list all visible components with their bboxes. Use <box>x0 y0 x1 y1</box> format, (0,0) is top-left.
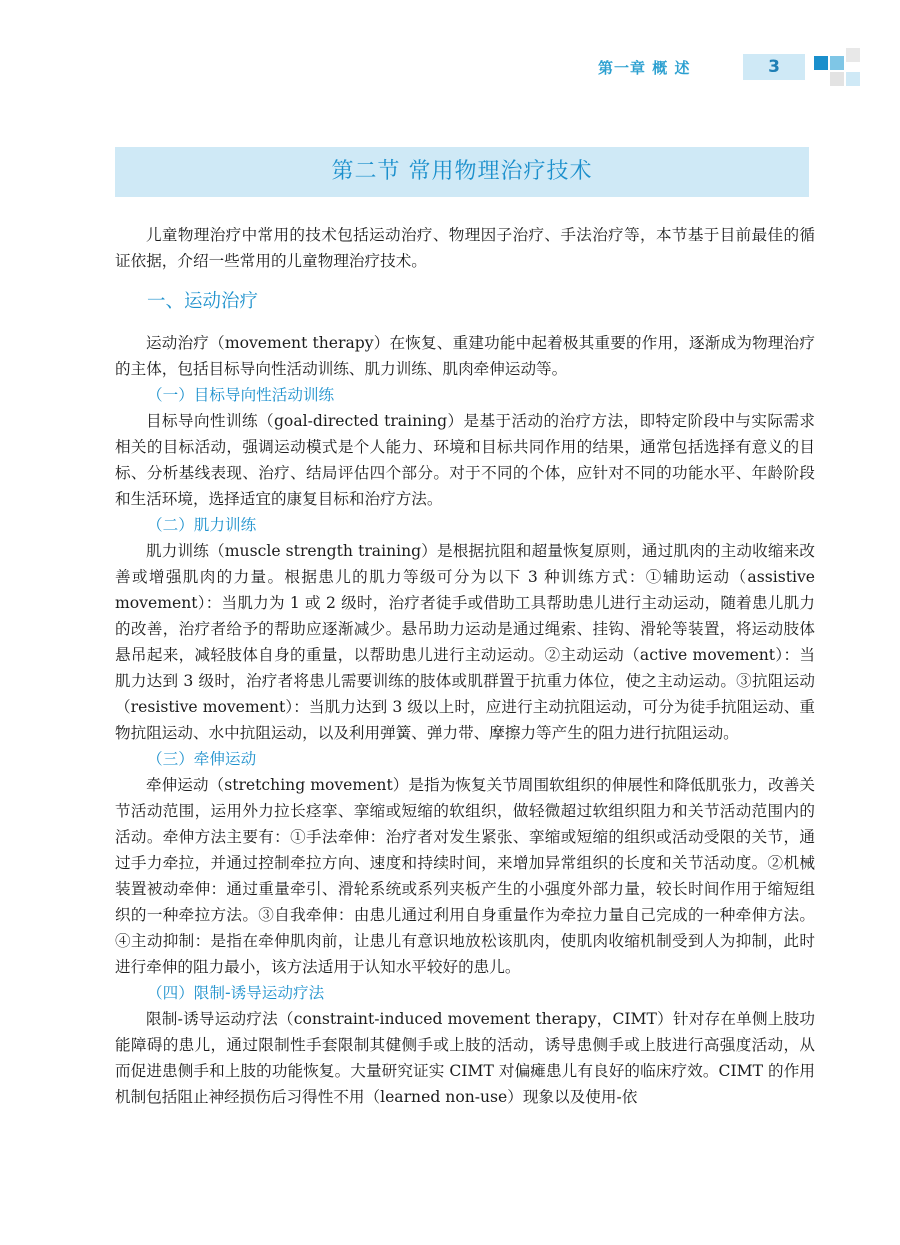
strength-training-paragraph: 肌力训练（muscle strength training）是根据抗阻和超量恢复原则，通过肌肉的主动收缩来改善或增强肌肉的力量。根据患儿的肌力等级可分为以下 3 种训练方式：①辅助运动（assistive movement）：当肌力为 1 或 2 级时，治疗者徒手或借助工具帮助患儿进行主动运动，随着患儿肌力的改善，治疗者给予的帮助应逐渐减少。悬吊助力运动是通过绳索、挂钩、滑轮等装置，将运动肢体悬吊起来，减轻肢体自身的重量，以帮助患儿进行主动运动。②主动运动（active movement）：当肌力达到 3 级时，治疗者将患儿需要训练的肢体或肌群置于抗重力体位，使之主动运动。③抗阻运动（resistive movement）：当肌力达到 3 级以上时，应进行主动抗阻运动，可分为徒手抗阻运动、重物抗阻运动、水中抗阻运动，以及利用弹簧、弹力带、摩擦力等产生的阻力进行抗阻运动。 <box>115 542 815 742</box>
heading-movement-therapy: 一、运动治疗 <box>147 291 259 312</box>
section-title: 第二节 常用物理治疗技术 <box>115 147 809 197</box>
stretching-paragraph: 牵伸运动（stretching movement）是指为恢复关节周围软组织的伸展性和降低肌张力，改善关节活动范围，运用外力拉长痉挛、挛缩或短缩的软组织，做轻微超过软组织阻力和关节活动范围内的活动。牵伸方法主要有：①手法牵伸：治疗者对发生紧张、挛缩或短缩的组织或活动受限的关节，通过手力牵拉，并通过控制牵拉方向、速度和持续时间，来增加异常组织的长度和关节活动度。②机械装置被动牵伸：通过重量牵引、滑轮系统或系列夹板产生的小强度外部力量，较长时间作用于缩短组织的一种牵拉方法。③自我牵伸：由患儿通过利用自身重量作为牵拉力量自己完成的一种牵伸方法。④主动抑制：是指在牵伸肌肉前，让患儿有意识地放松该肌肉，使肌肉收缩机制受到人为抑制，此时进行牵伸的阻力最小，该方法适用于认知水平较好的患儿。 <box>115 776 815 976</box>
goal-directed-paragraph: 目标导向性训练（goal-directed training）是基于活动的治疗方法，即特定阶段中与实际需求相关的目标活动，强调运动模式是个人能力、环境和目标共同作用的结果，通常包括选择有意义的目标、分析基线表现、治疗、结局评估四个部分。对于不同的个体，应针对不同的功能水平、年龄阶段和生活环境，选择适宜的康复目标和治疗方法。 <box>115 412 815 508</box>
heading-stretching: （三）牵伸运动 <box>147 750 257 768</box>
heading-cimt: （四）限制-诱导运动疗法 <box>147 984 325 1002</box>
running-head <box>598 54 805 80</box>
body-text <box>115 222 815 1110</box>
heading-strength-training: （二）肌力训练 <box>147 516 257 534</box>
movement-therapy-intro: 运动治疗（movement therapy）在恢复、重建功能中起着极其重要的作用，逐渐成为物理治疗的主体，包括目标导向性活动训练、肌力训练、肌肉牵伸运动等。 <box>115 334 815 378</box>
corner-decoration <box>814 48 874 92</box>
cimt-paragraph: 限制-诱导运动疗法（constraint-induced movement therapy，CIMT）针对存在单侧上肢功能障碍的患儿，通过限制性手套限制其健侧手或上肢的活动，诱导患侧手或上肢进行高强度活动，从而促进患侧手和上肢的功能恢复。大量研究证实 CIMT 对偏瘫患儿有良好的临床疗效。CIMT 的作用机制包括阻止神经损伤后习得性不用（learned non-use）现象以及使用-依 <box>115 1010 815 1106</box>
heading-goal-directed-training: （一）目标导向性活动训练 <box>147 386 335 404</box>
chapter-label: 第一章 概 述 <box>598 58 691 77</box>
intro-paragraph: 儿童物理治疗中常用的技术包括运动治疗、物理因子治疗、手法治疗等，本节基于目前最佳的循证依据，介绍一些常用的儿童物理治疗技术。 <box>115 226 815 270</box>
page-number: 3 <box>743 54 805 80</box>
